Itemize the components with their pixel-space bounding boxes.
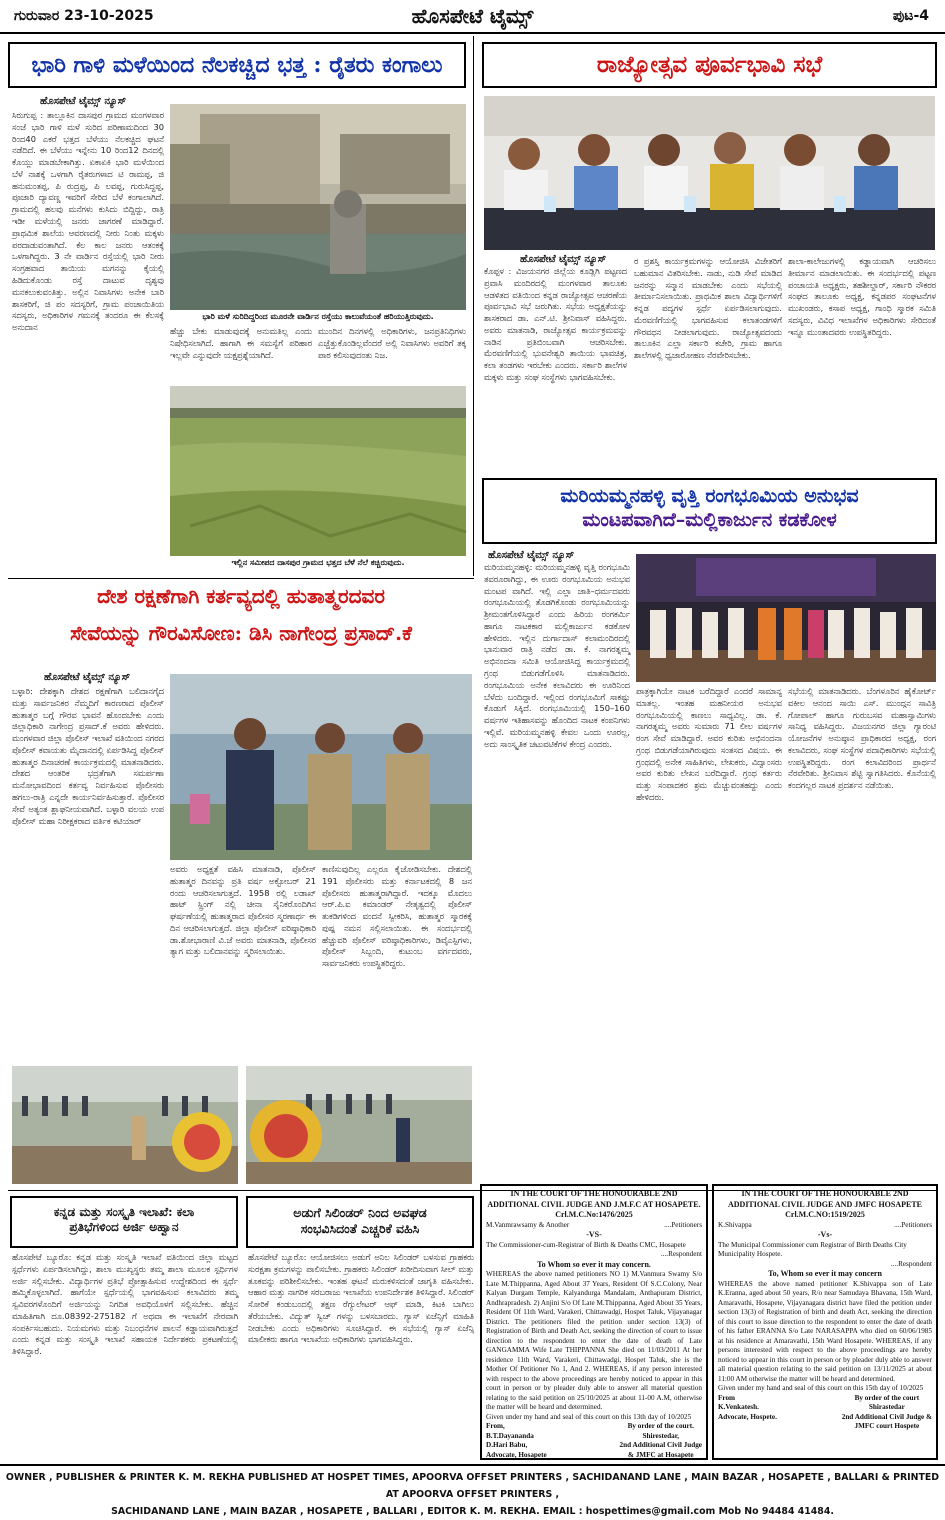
story4-column-3: ಕಾಣಿಸುವುದಿಲ್ಲ ಎಲ್ಲರೂ ಕೈಜೋಡಿಸಬೇಕು. ದೇಶದಲ್ಲಿ 191 ಪೊಲೀಸರು ಮತ್ತು ಕರ್ನಾಟಕದಲ್ಲಿ 8 ಜನ ಪೊಲೀಸರು ಹುತಾತ್ಮರಾಗಿದ್ದಾರೆ. ಇದಕ್ಕೂ ಮೊದಲು ಆರ್.ಪಿ.ಐ ಕಮಾಂಡರ್ ನೇತೃತ್ವದಲ್ಲಿ ಪೊಲೀಸ್ ತುಕಡಿಗಳಿಂದ ವಂದನೆ ಸ್ವೀಕರಿಸಿ, ಹುತಾತ್ಮರ ಸ್ಮಾರಕಕ್ಕೆ ಪುಷ್ಪ ನಮನ ಸಲ್ಲಿಸಲಾಯಿತು. ಈ ಸಂದರ್ಭದಲ್ಲಿ ಹೆಚ್ಚುವರಿ ಪೊಲೀಸ್ ವರಿಷ್ಠಾಧಿಕಾರಿಗಳು, ಡಿವೈಎಸ್ಪಿಗಳು, ಪೊಲೀಸ್ ಸಿಬ್ಬಂದಿ, ಕುಟುಂಬ ವರ್ಗದವರು, ಸಾರ್ವಜನಿಕರು ಉಪಸ್ಥಿತರಿದ್ದರು. xyxy=(322,864,472,969)
masthead xyxy=(0,0,945,34)
court-notice-2-vs: -Vs- xyxy=(817,1230,833,1240)
story1-body-continued: ಹೆಚ್ಚು ಬೇಕು ಮಾಡುವುದಕ್ಕೆ ಅನುಮತಿಲ್ಲ ಎಂದು ನಿಷೇಧಿಸಲಾಗಿದೆ. ಹಾಗಾಗಿ ಈ ಸಮಸ್ಯೆಗೆ ಪರಿಹಾರ ಇಲ್ಲವೇ ಎನ್ನುವುದೇ ಯಕ್ಷಪ್ರಶ್ನೆಯಾಗಿದೆ. xyxy=(170,326,312,360)
court-notice-1-given: Given under my hand and seal of this court on this 13th day of 10/2025 xyxy=(486,1412,692,1421)
court-notice-1 xyxy=(480,1184,708,1460)
court-notice-1-petitioner-role: ....Petitioners xyxy=(664,1220,702,1229)
story6-headline-line1: ಅಡುಗೆ ಸಿಲಿಂಡರ್ ನಿಂದ ಅವಘಡ xyxy=(293,1205,427,1220)
story2-column-3: ಶಾಲಾ-ಕಾಲೇಜುಗಳಲ್ಲಿ ಕಡ್ಡಾಯವಾಗಿ ಆಚರಿಸಲು ತೀರ್ಮಾನ ಮಾಡಲಾಯಿತು. ಈ ಸಂದರ್ಭದಲ್ಲಿ ಪಟ್ಟಣ ಪಂಚಾಯತಿ ಅಧ್ಯಕ್ಷರು, ತಹಶೀಲ್ದಾರ್, ಸರ್ಕಾರಿ ನೌಕರರ ಸಂಘದ ತಾಲೂಕು ಅಧ್ಯಕ್ಷ, ಕನ್ನಡಪರ ಸಂಘಟನೆಗಳ ಮುಖಂಡರು, ಕಸಾಪ ಅಧ್ಯಕ್ಷ, ಗಾಂಧಿ ಸ್ಮಾರಕ ಸಮಿತಿ ಸದಸ್ಯರು, ವಿವಿಧ ಇಲಾಖೆಗಳ ಅಧಿಕಾರಿಗಳು ಸೇರಿದಂತೆ ಇನ್ನೂ ಮುಂತಾದವರು ಉಪಸ್ಥಿತರಿದ್ದರು. xyxy=(788,256,936,337)
court-notice-2-order: By order of the court Shirastedar 2nd Additional Civil Judge & JMFC court Hospete xyxy=(841,1393,932,1431)
story3-column-1: ಮರಿಯಮ್ಮನಹಳ್ಳಿ: ಮರಿಯಮ್ಮನಹಳ್ಳಿ ವೃತ್ತಿ ರಂಗಭೂಮಿ ತವರೂರಾಗಿದ್ದು, ಈ ಊರು ರಂಗಭೂಮಿಯ ಅನುಭವ ಮಂಟಪ ವಾಗಿದೆ. ಇಲ್ಲಿ ಎಲ್ಲಾ ಜಾತಿ–ಧರ್ಮದವರು ರಂಗಭೂಮಿಯಲ್ಲಿ ತೊಡಗಿಕೊಂಡು ರಂಗಭೂಮಿಯನ್ನು ಶ್ರೀಮಂತಗೊಳಿಸಿದ್ದಾರೆ ಎಂದು ಹಿರಿಯ ರಂಗಕರ್ಮಿ ಹಾಗೂ ನಾಟಕಕಾರ ಮಲ್ಲಿಕಾರ್ಜುನ ಕಡಕೋಳ ಹೇಳಿದರು. ಇಲ್ಲಿನ ದುರ್ಗಾದಾಸ್ ಕಲಾಮಂದಿರದಲ್ಲಿ ಭಾನುವಾರ ರಾತ್ರಿ ನಡೆದ ಡಾ. ಕೆ. ನಾಗರತ್ನಮ್ಮ ಅಭಿನಂದನಾ ಸಮಿತಿ ಆಯೋಜಿಸಿದ್ದ ಕಾರ್ಯಕ್ರಮದಲ್ಲಿ ಗ್ರಂಥ ಬಿಡುಗಡೆಗೊಳಿಸಿ ಮಾತನಾಡಿದರು. ರಂಗಭೂಮಿಯ ಅನೇಕ ಕಲಾವಿದರು ಈ ಊರಿನಿಂದ ಬೆಳೆದು ಬಂದಿದ್ದಾರೆ. ಇಲ್ಲಿಂದ ರಂಗಭೂಮಿಗೆ ಸಾಕಷ್ಟು ಕೊಡುಗೆ ಸಿಕ್ಕಿದೆ. ರಂಗಭೂಮಿಯಲ್ಲಿ 150–160 ವರ್ಷಗಳ ಇತಿಹಾಸವನ್ನು ಹೊಂದಿದ ನಾಟಕ ಕಂಪನಿಗಳು ಇಲ್ಲಿವೆ. ಮರಿಯಮ್ಮನಹಳ್ಳಿ ಕೇವಲ ಒಂದು ಊರಲ್ಲ, ಅದು ಸಾಂಸ್ಕೃತಿಕ ಚಟುವಟಿಕೆಗಳ ಕೇಂದ್ರ ಎಂದರು. xyxy=(484,562,630,749)
story5-body: ಹೊಸಪೇಟೆ ಬ್ಯೂರೊ: ಕನ್ನಡ ಮತ್ತು ಸಂಸ್ಕೃತಿ ಇಲಾಖೆ ವತಿಯಿಂದ ಜಿಲ್ಲಾ ಮಟ್ಟದ ಸ್ಪರ್ಧೆಗಳು ಏರ್ಪಡಿಸಲಾಗಿದ್ದು, ಶಾಲಾ ಮುಖ್ಯಸ್ಥರು ತಮ್ಮ ಶಾಲಾ ಮೂಲಕ ಸ್ಪರ್ಧಿಗಳ ಅರ್ಜಿ ಸಲ್ಲಿಸಬೇಕು. ವಿದ್ಯಾರ್ಥಿಗಳ ಪ್ರತಿಭೆ ಪ್ರೋತ್ಸಾಹಿಸುವ ಉದ್ದೇಶದಿಂದ ಈ ಸ್ಪರ್ಧೆ ಹಮ್ಮಿಕೊಳ್ಳಲಾಗಿದೆ. ಹಾಗೆಯೇ ಸ್ಪರ್ಧೆಯಲ್ಲಿ ಭಾಗವಹಿಸುವ ಕಲಾವಿದರು ತಮ್ಮ ಸ್ವವಿವರಗಳೊಂದಿಗೆ ಅರ್ಜಿಯನ್ನು ನಿಗದಿತ ಅವಧಿಯೊಳಗೆ ಸಲ್ಲಿಸಬೇಕು. ಹೆಚ್ಚಿನ ಮಾಹಿತಿಗಾಗಿ ದೂ.08392-275182 ಗೆ ಅಥವಾ ಈ ಇಲಾಖೆಗೆ ನೇರವಾಗಿ ಸಂಪರ್ಕಿಸಬಹುದು. ನಿಯಮಗಳು ಮತ್ತು ನಿಬಂಧನೆಗಳ ಪಾಲನೆ ಕಡ್ಡಾಯವಾಗಿರುತ್ತದೆ ಎಂದು ಕನ್ನಡ ಮತ್ತು ಸಂಸ್ಕೃತಿ ಇಲಾಖೆ ಸಹಾಯಕ ನಿರ್ದೇಶಕರು ಪ್ರಕಟಣೆಯಲ್ಲಿ ತಿಳಿಸಿದ್ದಾರೆ. xyxy=(12,1252,238,1357)
story3-byline: ಹೊಸಪೇಟೆ ಟೈಮ್ಸ್ ನ್ಯೂಸ್ xyxy=(488,550,575,561)
court-notice-2-petitioner: K.Shivappa xyxy=(718,1220,752,1229)
story3-headline-box xyxy=(482,478,937,544)
story2-column-1: ಕೊಪ್ಪಳ : ವಿಜಯನಗರ ಜಿಲ್ಲೆಯ ಕೂಡ್ಲಿಗಿ ಪಟ್ಟಣದ ಪ್ರವಾಸಿ ಮಂದಿರದಲ್ಲಿ ಮಂಗಳವಾರ ತಾಲೂಕು ಆಡಳಿತದ ವತಿಯಿಂದ ಕನ್ನಡ ರಾಜ್ಯೋತ್ಸವ ಆಚರಣೆಯ ಪೂರ್ವಭಾವಿ ಸಭೆ ಜರುಗಿತು. ಸಭೆಯ ಅಧ್ಯಕ್ಷತೆಯನ್ನು ಶಾಸಕರಾದ ಡಾ. ಎನ್.ಟಿ. ಶ್ರೀನಿವಾಸ್ ವಹಿಸಿದ್ದರು. ಅವರು ಮಾತನಾಡಿ, ರಾಜ್ಯೋತ್ಸವ ಕಾರ್ಯಕ್ರಮವನ್ನು ನಾಡಿನ ಪ್ರತಿಬಿಂಬವಾಗಿ ಆಚರಿಸಬೇಕು. ಮೆರವಣಿಗೆಯಲ್ಲಿ ಭುವನೇಶ್ವರಿ ತಾಯಿಯ ಭಾವಚಿತ್ರ, ಕಲಾ ತಂಡಗಳು ಇರಬೇಕು ಎಂದರು. ಸರ್ಕಾರಿ ಶಾಲೆಗಳ ಮಕ್ಕಳು ಮತ್ತು ಸಂಘ ಸಂಸ್ಥೆಗಳು ಭಾಗವಹಿಸಬೇಕು. xyxy=(484,266,627,383)
story1-byline: ಹೊಸಪೇಟೆ ಟೈಮ್ಸ್ ನ್ಯೂಸ್ xyxy=(40,96,127,107)
court-notice-1-from: From, xyxy=(486,1422,505,1431)
story3-event-photo xyxy=(636,554,936,682)
page-number: ಪುಟ-4 xyxy=(892,8,929,24)
story4-byline: ಹೊಸಪೇಟೆ ಟೈಮ್ಸ್ ನ್ಯೂಸ್ xyxy=(44,672,131,683)
court-notice-1-body: WHEREAS the above named petitioners NO 1) M.Vanmura Swamy S/o Late M.Thippanna, Aged About 37 Years, Resident Of S.C.Colony, Near Kalyan Durgam Temple, Kalyandurga Mandalam, Anthapuram District, Andhrapradesh. 2) Anjini S/o Of Late M.Thippanna, Aged About 35 Years, Resident Of 11th Ward, Varakeri, Chittawadgi, Hospet Taluk, Vijayanagar District. The petitioners filed the petition under section 13(3) of Registration of Birth and Death Act, seeking the direction of court to issue direction to the respondent to enter the date of death of Late GANGAMMA Wife Late THIPPANNA She died on 11/03/2011 At her residence 11th Ward, Varakeri, Chittawadgi, Hospet Taluk, she is the Mother Of Petitioner No 1, And 2. WHEREAS, if any person interested with respect to the above proceedings are hereby noticed to appear in this court in person or by pleader duly able to answer all material question relating to the said petition on 25/10/2025 at about 11-00 A.M, otherwise the matter will be heard and determined. xyxy=(486,1270,702,1412)
story3-headline-line2: ಮಂಟಪವಾಗಿದೆ–ಮಲ್ಲಿಕಾರ್ಜುನ ಕಡಕೋಳ xyxy=(582,508,837,531)
court-notice-2-respondent: The Municipal Commissioner cum Registrar of Birth Deaths City Municipality Hospete. xyxy=(718,1240,907,1259)
court-notice-1-order: By order of the court. Shirestedar, 2nd Additional Civil Judge & JMFC at Hosapete xyxy=(619,1422,702,1459)
court-notice-2-given: Given under my hand and seal of this court on this 15th day of 10/2025 xyxy=(718,1384,924,1393)
story1-flood-photo xyxy=(170,104,466,310)
court-notice-2-from: From xyxy=(718,1393,736,1402)
column-divider xyxy=(473,36,474,576)
court-notice-2-respondent-role: ....Respondent xyxy=(890,1259,932,1268)
story6-body: ಹೊಸಪೇಟೆ ಬ್ಯೂರೊ: ಆಯೋಜಿಸಲು ಅಡುಗೆ ಅನಿಲ ಸಿಲಿಂಡರ್ ಬಳಸುವ ಗ್ರಾಹಕರು ಸುರಕ್ಷತಾ ಕ್ರಮಗಳನ್ನು ಪಾಲಿಸಬೇಕು. ಗ್ರಾಹಕರು ಸಿಲಿಂಡರ್ ಖರೀದಿಸುವಾಗ ಸೀಲ್ ಮತ್ತು ತೂಕವನ್ನು ಪರಿಶೀಲಿಸಬೇಕು. ಇಂತಹ ಘಟನೆ ಮರುಕಳಿಸದಂತೆ ಜಾಗೃತಿ ವಹಿಸಬೇಕು. ಆಹಾರ ಮತ್ತು ನಾಗರಿಕ ಸರಬರಾಜು ಇಲಾಖೆಯ ಉಪನಿರ್ದೇಶಕ ತಿಳಿಸಿದ್ದಾರೆ. ಸಿಲಿಂಡರ್ ಸೋರಿಕೆ ಕಂಡುಬಂದಲ್ಲಿ ತಕ್ಷಣ ರೆಗ್ಯುಲೇಟರ್ ಆಫ್ ಮಾಡಿ, ಕಿಟಕಿ ಬಾಗಿಲು ತೆರೆಯಬೇಕು. ವಿದ್ಯುತ್ ಸ್ವಿಚ್ ಗಳನ್ನು ಬಳಸಬಾರದು. ಗ್ಯಾಸ್ ಏಜೆನ್ಸಿಗೆ ಮಾಹಿತಿ ನೀಡಬೇಕು ಎಂದು ಅಧಿಕಾರಿಗಳು ಸೂಚಿಸಿದ್ದಾರೆ. ಈ ಸಭೆಯಲ್ಲಿ ಗ್ಯಾಸ್ ಏಜೆನ್ಸಿ ಮಾಲೀಕರು ಹಾಗೂ ಇಲಾಖೆಯ ಅಧಿಕಾರಿಗಳು ಭಾಗವಹಿಸಿದ್ದರು. xyxy=(248,1252,474,1345)
story5-headline-line1: ಕನ್ನಡ ಮತ್ತು ಸಂಸ್ಕೃತಿ ಇಲಾಖೆ: ಕಲಾ xyxy=(53,1205,195,1219)
story4-headline-line2: ಸೇವೆಯನ್ನು ಗೌರವಿಸೋಣ: ಡಿಸಿ ನಾಗೇಂದ್ರ ಪ್ರಸಾದ್.ಕೆ xyxy=(70,621,412,645)
story4-officials-photo xyxy=(170,674,472,860)
story1-body: ಸಿರುಗುಪ್ಪ : ತಾಲ್ಲೂಕಿನ ದಾಸಪುರ ಗ್ರಾಮದ ಮಂಗಳವಾರ ಸಂಜೆ ಭಾರಿ ಗಾಳಿ ಮಳೆ ಸುರಿದ ಪರಿಣಾಮದಿಂದ 30 ರಿಂದ40 ಎಕರೆ ಭತ್ತದ ಬೆಳೆಯು ನೆಲಕಚ್ಚಿದ ಘಟನೆ ನಡೆದಿದೆ. ಈ ಬೆಳೆಯು ಇನ್ನೇನು 10 ರಿಂದ12 ದಿನದಲ್ಲಿ ಕೊಯ್ಲು ಮಾಡಬೇಕಾಗಿತ್ತು. ಏಕಾಏಕಿ ಭಾರಿ ಮಳೆಯಿಂದ ಬೆಳೆ ನಾಶಕ್ಕೆ ಒಳಗಾಗಿ ರೈತರುಗಳಾದ ಟಿ ರಾಮಪ್ಪ, ಜಿ ಹನುಮಂತಪ್ಪ, ಪಿ ರುದ್ರಪ್ಪ, ಪಿ ಲವಪ್ಪ, ಗುರುಸಿದ್ದಪ್ಪ, ಪೂಜಾರಿ ದ್ಯಾವಣ್ಣ ಇವರಿಗೆ ಸೇರಿದ ಬೆಳೆ ಕಂಗಾಲಾಗಿದೆ. ಗ್ರಾಮದಲ್ಲಿ ಹಲವು ಮನೆಗಳು ಕುಸಿದು ಬಿದ್ದಿದ್ದು, ರಾತ್ರಿ ಇಡೀ ಮಳೆಯಲ್ಲಿ ಜನರು ಜಾಗರಣೆ ಮಾಡಿದ್ದಾರೆ. ಪ್ರಾಥಮಿಕ ಶಾಲೆಯ ಆವರಣದಲ್ಲಿ ನೀರು ನಿಂತು ಮಕ್ಕಳು ಪರದಾಡುವಂತಾಗಿದೆ. ಕೆಲ ಕಾಲ ಜನರು ಆತಂಕಕ್ಕೆ ಒಳಗಾಗಿದ್ದರು. 3 ನೇ ವಾರ್ಡಿನ ರಸ್ತೆಯಲ್ಲಿ ಭಾರಿ ನೀರು ಸಂಗ್ರಹವಾದ ತಾಯಿಯ ಮಗನನ್ನು ಕೈಯಲ್ಲಿ ಹಿಡಿದುಕೊಂಡು ರಸ್ತೆ ದಾಟುವ ದೃಶ್ಯವು ಮನಕಲುಕುವಂತಿತ್ತು. ಅಲ್ಲಿನ ನಿವಾಸಿಗಳು ಅನೇಕ ಬಾರಿ ಶಾಸಕರಿಗೆ, ಜಿ ಪಂ ಸದಸ್ಯರಿಗೆ, ಗ್ರಾಮ ಪಂಚಾಯಿತಿಯ ಸದಸ್ಯರು, ಅಧಿಕಾರಿಗಳ ಗಮನಕ್ಕೆ ತಂದರೂ ಈ ಕೆಲಸಕ್ಕೆ ಅನುದಾನ xyxy=(12,110,164,333)
court-notice-2-petitioner-role: ....Petitioners xyxy=(894,1220,932,1229)
imprint-footer xyxy=(0,1464,945,1517)
court-notice-2-court: IN THE COURT OF THE HONOURABLE 2ND ADDITIONAL CIVIL JUDGE AND JMFC HOSAPETE xyxy=(727,1189,923,1209)
story3-column-2: ಪಾತ್ರಕ್ಕಾಗಿಯೇ ನಾಟಕ ಬರೆದಿದ್ದಾರೆ ಎಂದರೆ ಸಾಮಾನ್ಯ ಮಾತಲ್ಲ. ಇಂತಹ ಮಹನೀಯರ ಅನುಭವ ರಂಗಭೂಮಿಯಲ್ಲಿ ಕಾಣಲು ಸಾಧ್ಯವಿಲ್ಲ. ಡಾ. ಕೆ. ನಾಗರತ್ನಮ್ಮ ಅವರು ಸುಮಾರು 71 ಲೀಲ ವರ್ಷಗಳ ರಂಗ ಸೇವೆ ಮಾಡಿದ್ದಾರೆ. ಅವರ ಕುರಿತು ಅಭಿನಂದನಾ ಗ್ರಂಥ ಬಿಡುಗಡೆಯಾಗಿರುವುದು ಸಂತಸದ ವಿಷಯ. ಈ ಗ್ರಂಥದಲ್ಲಿ ಅನೇಕ ಸಾಹಿತಿಗಳು, ಲೇಖಕರು, ವಿದ್ವಾಂಸರು ಅವರ ಕುರಿತು ಲೇಖನ ಬರೆದಿದ್ದಾರೆ. ಗ್ರಂಥ ಕರ್ತರು ಮತ್ತು ಸಂಪಾದಕರ ಶ್ರಮ ಮೆಚ್ಚುವಂತಹದ್ದು ಎಂದು ಹೇಳಿದರು. xyxy=(636,686,782,803)
court-notice-2-to-whom: To, Whom so ever it may concern xyxy=(768,1269,882,1279)
wreath-ceremony-photo-1 xyxy=(12,1066,238,1184)
story1-headline: ಭಾರಿ ಗಾಳಿ ಮಳೆಯಿಂದ ನೆಲಕಚ್ಚಿದ ಭತ್ತ : ರೈತರು ಕಂಗಾಲು xyxy=(8,42,466,88)
story2-meeting-photo xyxy=(484,96,935,250)
court-notice-1-case-no: Crl.M.C.No:1476/2025 xyxy=(555,1210,633,1220)
section-divider xyxy=(8,578,474,579)
court-notice-1-advocate: B.T.Dayananda D.Hari Babu, Advocate, Hosapete xyxy=(486,1431,547,1459)
court-notice-1-to-whom: To Whom so ever it may concern. xyxy=(537,1259,651,1269)
story1-photo2-caption: ಇಲ್ಲಿನ ಸಮೀಪದ ದಾಸಪುರ ಗ್ರಾಮದ ಭತ್ತದ ಬೆಳೆ ನೆಲೆ ಕಚ್ಚಿರುವುದು. xyxy=(231,558,405,567)
story5-headline-line2: ಪ್ರತಿಭೆಗಳಿಂದ ಅರ್ಜಿ ಅಹ್ವಾನ xyxy=(69,1220,179,1234)
story5-headline-box xyxy=(10,1196,238,1248)
story4-headline-line1: ದೇಶ ರಕ್ಷಣೆಗಾಗಿ ಕರ್ತವ್ಯದಲ್ಲಿ ಹುತಾತ್ಮರದವರ xyxy=(97,584,385,608)
court-notice-2 xyxy=(712,1184,938,1460)
story4-column-2: ಅವರು ಅಧ್ಯಕ್ಷತೆ ವಹಿಸಿ ಮಾತನಾಡಿ, ಪೊಲೀಸ್ ಹುತಾತ್ಮರ ದಿನವನ್ನು ಪ್ರತಿ ವರ್ಷ ಅಕ್ಟೋಬರ್ 21 ರಂದು ಆಚರಿಸಲಾಗುತ್ತದೆ. 1958 ರಲ್ಲಿ ಲಡಾಖ್ ಹಾಟ್ ಸ್ಪ್ರಿಂಗ್ ನಲ್ಲಿ ಚೀನಾ ಸೈನಿಕರೊಂದಿಗಿನ ಘರ್ಷಣೆಯಲ್ಲಿ ಹುತಾತ್ಮರಾದ ಪೊಲೀಸರ ಸ್ಮರಣಾರ್ಥ ಈ ದಿನ ಆಚರಿಸಲಾಗುತ್ತದೆ. ಜಿಲ್ಲಾ ಪೊಲೀಸ್ ವರಿಷ್ಠಾಧಿಕಾರಿ ಡಾ.ಶೋಭಾರಾಣಿ ವಿ.ಜೆ ಅವರು ಮಾತನಾಡಿ, ಪೊಲೀಸರ ತ್ಯಾಗ ಮತ್ತು ಬಲಿದಾನವನ್ನು ಸ್ಮರಿಸಲಾಯಿತು. xyxy=(170,864,316,957)
wreath-ceremony-photo-2 xyxy=(246,1066,472,1184)
court-notice-2-case-no: Crl.M.C.NO:1519/2025 xyxy=(785,1210,865,1220)
story2-headline: ರಾಜ್ಯೋತ್ಸವ ಪೂರ್ವಭಾವಿ ಸಭೆ xyxy=(482,42,937,88)
story6-headline-line2: ಸಂಭವಿಸಿದಂತೆ ಎಚ್ಚರಿಕೆ ವಹಿಸಿ xyxy=(300,1220,420,1236)
imprint-line-2: SACHIDANAND LANE , MAIN BAZAR , HOSAPETE , BALLARI , EDITOR K. M. REKHA. EMAIL : hospettimes@gmail.com Mob No 94484 41484. xyxy=(111,1506,834,1517)
newspaper-title: ಹೊಸಪೇಟೆ ಟೈಮ್ಸ್ xyxy=(411,4,534,28)
court-notice-1-respondent-role: ....Respondent xyxy=(660,1250,702,1259)
story1-paddy-photo xyxy=(170,386,466,556)
story6-headline-box xyxy=(246,1196,474,1248)
story4-headline-box xyxy=(8,584,474,668)
court-notice-2-body: WHEREAS the above named petitioner K.Shivappa son of Late K.Eranna, aged about 50 years, R/o near Samudaya Bhavana, 15th Ward, Amaravathi, Hosapete, Vijayanagara district have filed the petition under section 13(3) of Registration of birth and death Act, seeking the direction of this court to issue direction to the respondent to enter the date of death of his father ERANNA S/o Late NARASAPPA who died on 60/06/1985 at his residence at Amaravathi, 15th Ward Hosapete. WHEREAS, if any persons interested with respect to the above proceedings are hereby noticed to appear in this court in person or by pleader duly able to answer all material question relating to the said petition on 13/11/2025 at about 11:00 AM otherwise the matter will be heard and determined. xyxy=(718,1279,932,1383)
story3-headline-line1: ಮರಿಯಮ್ಮನಹಳ್ಳಿ ವೃತ್ತಿ ರಂಗಭೂಮಿಯ ಅನುಭವ xyxy=(560,485,859,507)
story2-byline: ಹೊಸಪೇಟೆ ಟೈಮ್ಸ್ ನ್ಯೂಸ್ xyxy=(520,254,607,265)
story4-column-1: ಬಳ್ಳಾರಿ: ದೇಶಕ್ಕಾಗಿ ದೇಶದ ರಕ್ಷಣೆಗಾಗಿ ಬಲಿದಾನಗೈದ ಮತ್ತು ಸಾರ್ವಜನಿಕರ ನೆಮ್ಮದಿಗೆ ಕಾರಣರಾದ ಪೊಲೀಸ್ ಹುತಾತ್ಮರ ಬಗ್ಗೆ ಗೌರವ ಭಾವನೆ ಹೊಂದಬೇಕು ಎಂದು ಜಿಲ್ಲಾಧಿಕಾರಿ ನಾಗೇಂದ್ರ ಪ್ರಸಾದ್.ಕೆ ಅವರು ಹೇಳಿದರು. ಮಂಗಳವಾರ ಜಿಲ್ಲಾ ಪೊಲೀಸ್ ಇಲಾಖೆ ವತಿಯಿಂದ ನಗರದ ಪೊಲೀಸ್ ಕವಾಯತು ಮೈದಾನದಲ್ಲಿ ಏರ್ಪಡಿಸಿದ್ದ ಪೊಲೀಸ್ ಹುತಾತ್ಮರ ದಿನಾಚರಣೆ ಕಾರ್ಯಕ್ರಮದಲ್ಲಿ ಮಾತನಾಡಿದರು. ದೇಶದ ಆಂತರಿಕ ಭದ್ರತೆಗಾಗಿ ಸಮರ್ಪಣಾ ಮನೋಭಾವದಿಂದ ಕರ್ತವ್ಯ ನಿರ್ವಹಿಸುವ ಪೊಲೀಸರು ಹಗಲು-ರಾತ್ರಿ ಎನ್ನದೇ ಕಾರ್ಯನಿರ್ವಹಿಸುತ್ತಾರೆ. ಪೊಲೀಸರ ಸೇವೆ ಅತ್ಯಂತ ಶ್ಲಾಘನೀಯವಾಗಿದೆ. ಬಳ್ಳಾರಿ ವಲಯ ಉಪ ಪೊಲೀಸ್ ಮಹಾ ನಿರೀಕ್ಷಕರಾದ ವರ್ತಿಕ ಕಟಿಯಾರ್ xyxy=(12,686,164,826)
story3-column-3: ಸಭೆಯಲ್ಲಿ ಮಾತನಾಡಿದರು. ಬೆಂಗಳೂರಿನ ಹೈಕೋರ್ಟ್ ವಕೀಲ ಆನಂದ ಸಾಯಿ ಎಸ್. ಮುಂದ್ಗನ ಸಾವಿತ್ರಿ ಗೋಪಾಲ್ ಹಾಗೂ ಗುರುಬಸವ ಮಹಾಸ್ವಾಮಿಗಳು ಸಾನಿಧ್ಯ ವಹಿಸಿದ್ದರು. ವಿಜಯನಗರ ಜಿಲ್ಲಾ ಗ್ಯಾರಂಟಿ ಯೋಜನೆಗಳ ಅನುಷ್ಠಾನ ಪ್ರಾಧಿಕಾರದ ಅಧ್ಯಕ್ಷ, ರಂಗ ಕಲಾವಿದರು, ಸಂಘ ಸಂಸ್ಥೆಗಳ ಪದಾಧಿಕಾರಿಗಳು ಸಭೆಯಲ್ಲಿ ಉಪಸ್ಥಿತರಿದ್ದರು. ರಂಗ ಕಲಾವಿದರಿಂದ ಪ್ರಾರ್ಥನೆ ನೆರವೇರಿತು. ಶ್ರೀನಿವಾಸ ಶೆಟ್ಟಿ ಸ್ವಾಗತಿಸಿದರು. ಕೊನೆಯಲ್ಲಿ ಕಂದಗಲ್ಲರ ನಾಟಕ ಪ್ರದರ್ಶನ ನಡೆಯಿತು. xyxy=(788,686,936,791)
court-notice-1-respondent: The Commissioner-cum-Registrar of Birth & Deaths CMC, Hosapete xyxy=(486,1240,686,1249)
story1-photo1-caption: ಭಾರಿ ಮಳೆ ಸುರಿದಿದ್ದರಿಂದ ಮೂರನೇ ವಾರ್ಡಿನ ರಸ್ತೆಯು ಕಾಲುವೆಯಂತೆ ಹರಿಯುತ್ತಿರುವುದು. xyxy=(202,312,434,321)
story2-column-2: ರ ಪ್ರಶಸ್ತಿ ಕಾರ್ಯಕ್ರಮಗಳನ್ನು ಆಯೋಜಿಸಿ ವಿಜೇತರಿಗೆ ಬಹುಮಾನ ವಿತರಿಸಬೇಕು. ನಾಡು, ನುಡಿ ಸೇವೆ ಮಾಡಿದ ಜನರನ್ನು ಸನ್ಮಾನ ಮಾಡಬೇಕು ಎಂದು ಸಭೆಯಲ್ಲಿ ತೀರ್ಮಾನಿಸಲಾಯಿತು. ಪ್ರಾಥಮಿಕ ಶಾಲಾ ವಿದ್ಯಾರ್ಥಿಗಳಿಗೆ ಕನ್ನಡ ಪದ್ಯಗಳ ಸ್ಪರ್ಧೆ ಏರ್ಪಡಿಸಲಾಗುವುದು. ಮೆರವಣಿಗೆಯಲ್ಲಿ ಭಾಗವಹಿಸುವ ಕಲಾತಂಡಗಳಿಗೆ ಗೌರವಧನ ನೀಡಲಾಗುವುದು. ರಾಜ್ಯೋತ್ಸವದಂದು ತಾಲೂಕಿನ ಎಲ್ಲಾ ಸರ್ಕಾರಿ ಕಚೇರಿ, ಗ್ರಾಮ ಹಾಗೂ ಶಾಲೆಗಳಲ್ಲಿ ಧ್ವಜಾರೋಹಣ ನೆರವೇರಿಸಬೇಕು. xyxy=(634,256,782,361)
court-notice-1-vs: -VS- xyxy=(586,1230,602,1240)
imprint-line-1: OWNER , PUBLISHER & PRINTER K. M. REKHA PUBLISHED AT HOSPET TIMES, APOORVA OFFSET PRINTERS , SACHIDANAND LANE , MAIN BAZAR , HOSAPETE , BALLARI & PRINTED AT APOORVA OFFSET PRINTERS , xyxy=(5,1472,940,1500)
court-notice-1-petitioner: M.Vanmrawsamy & Another xyxy=(486,1220,570,1229)
issue-date: ಗುರುವಾರ 23-10-2025 xyxy=(14,8,154,24)
court-notice-2-advocate: K.Venkatesh. Advocate, Hospete. xyxy=(718,1403,777,1421)
court-notice-1-court: IN THE COURT OF THE HONOURABLE 2ND ADDITIONAL CIVIL JUDGE AND J.M.F.C AT HOSAPETE. xyxy=(487,1189,701,1209)
story1-body-end: ಮುಂದಿನ ದಿನಗಳಲ್ಲಿ ಅಧಿಕಾರಿಗಳು, ಜನಪ್ರತಿನಿಧಿಗಳು ಎಚ್ಚೆತ್ತುಕೊಂಡಿಲ್ಲವೆಂದರೆ ಅಲ್ಲಿ ನಿವಾಸಿಗಳು ಅವರಿಗೆ ತಕ್ಕ ಪಾಠ ಕಲಿಸುವುದಂತು ನಿಜ. xyxy=(318,326,466,360)
